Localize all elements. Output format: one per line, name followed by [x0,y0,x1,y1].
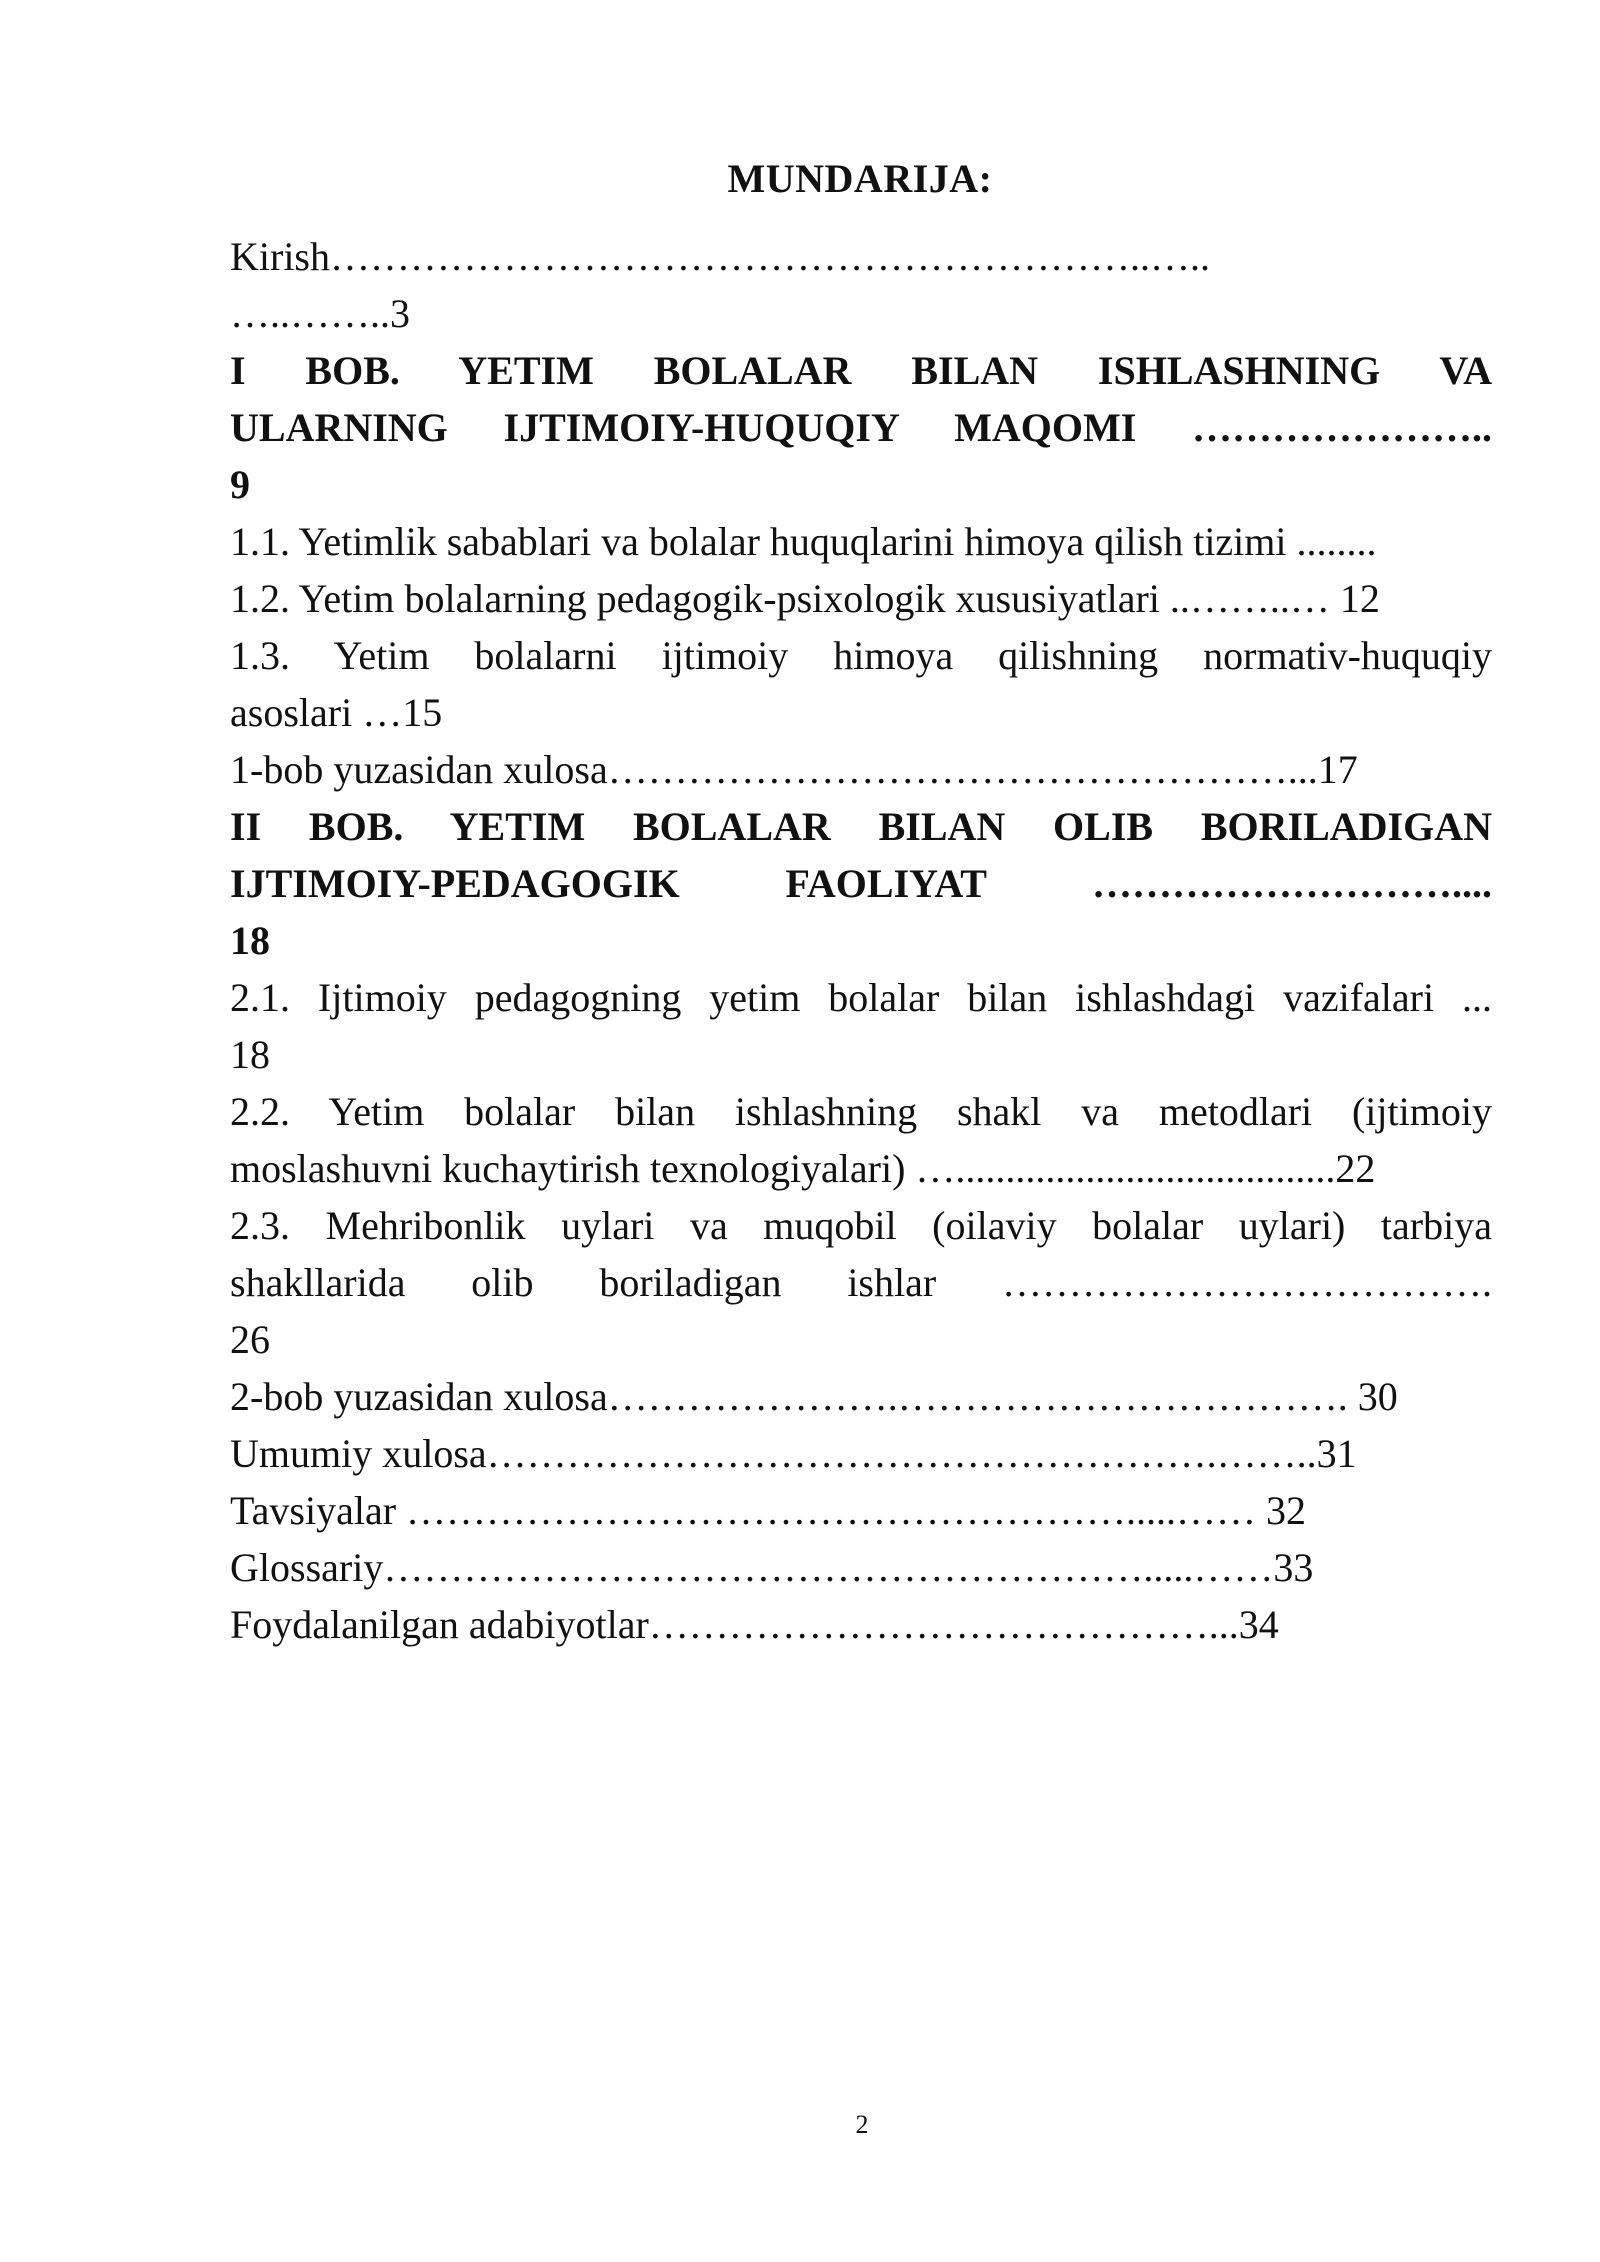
toc-entry-page: 9 [230,462,250,507]
toc-entry-line: 1.3. Yetim bolalarni ijtimoiy himoya qilishning normativ-huquqiy [230,633,1492,678]
toc-entry-line: ULARNING IJTIMOIY-HUQUQIY MAQOMI ………………….. [230,405,1492,450]
toc-entry-line: Glossariy………………………………………………….....……33 [230,1545,1314,1590]
toc-chapter-1 [230,342,1492,513]
toc-glossary [230,1539,1492,1596]
toc-section-1-3 [230,627,1492,741]
toc-entry-line: 2.2. Yetim bolalar bilan ishlashning shakl va metodlari (ijtimoiy [230,1089,1492,1134]
toc-entry-line: I BOB. YETIM BOLALAR BILAN ISHLASHNING VA [230,348,1492,393]
page-number: 2 [855,2110,869,2139]
toc-references [230,1596,1492,1653]
toc-chapter-2-conclusion [230,1368,1492,1425]
toc-entry-line: Tavsiyalar ……………………………………………….....…… 32 [230,1488,1307,1533]
toc-recommendations [230,1482,1492,1539]
toc-entry-line: 1.1. Yetimlik sabablari va bolalar huquqlarini himoya qilish tizimi ........ [230,519,1377,564]
toc-entry-line: 2-bob yuzasidan xulosa………………….……………………………. 30 [230,1374,1398,1419]
toc-section-1-1 [230,513,1492,570]
table-of-contents [230,228,1492,1653]
toc-section-2-3 [230,1197,1492,1368]
toc-entry-line: Umumiy xulosa……………………………………………….……..31 [230,1431,1357,1476]
toc-entry-line: 1-bob yuzasidan xulosa……………………………………………...17 [230,747,1358,792]
toc-entry-line: asoslari …15 [230,690,443,735]
toc-general-conclusion [230,1425,1492,1482]
toc-entry-page: 18 [230,1032,270,1077]
toc-entry-line: Kirish……………………………………………………..….. [230,234,1210,279]
toc-title: MUNDARIJA: [727,156,993,201]
toc-chapter-1-conclusion [230,741,1492,798]
toc-entry-line: 2.1. Ijtimoiy pedagogning yetim bolalar bilan ishlashdagi vazifalari ... [230,975,1492,1020]
toc-entry-line: shakllarida olib boriladigan ishlar ………………………………. [230,1260,1492,1305]
toc-entry-page: 26 [230,1317,270,1362]
toc-chapter-2 [230,798,1492,969]
toc-entry-line: 2.3. Mehribonlik uylari va muqobil (oilaviy bolalar uylari) tarbiya [230,1203,1492,1248]
toc-entry-line: Foydalanilgan adabiyotlar……………………………………...34 [230,1602,1279,1647]
toc-section-1-2 [230,570,1492,627]
toc-entry-line: 1.2. Yetim bolalarning pedagogik-psixologik xususiyatlari ..……..… 12 [230,576,1380,621]
toc-entry-line: …..……..3 [230,291,410,336]
toc-section-2-1 [230,969,1492,1083]
toc-entry-kirish [230,228,1492,342]
toc-entry-line: IJTIMOIY-PEDAGOGIK FAOLIYAT ……………………….... [230,861,1492,906]
toc-entry-line: II BOB. YETIM BOLALAR BILAN OLIB BORILADIGAN [230,804,1492,849]
toc-section-2-2 [230,1083,1492,1197]
toc-entry-line: moslashuvni kuchaytirish texnologiyalari) …......................................22 [230,1146,1376,1191]
toc-entry-page: 18 [230,918,270,963]
